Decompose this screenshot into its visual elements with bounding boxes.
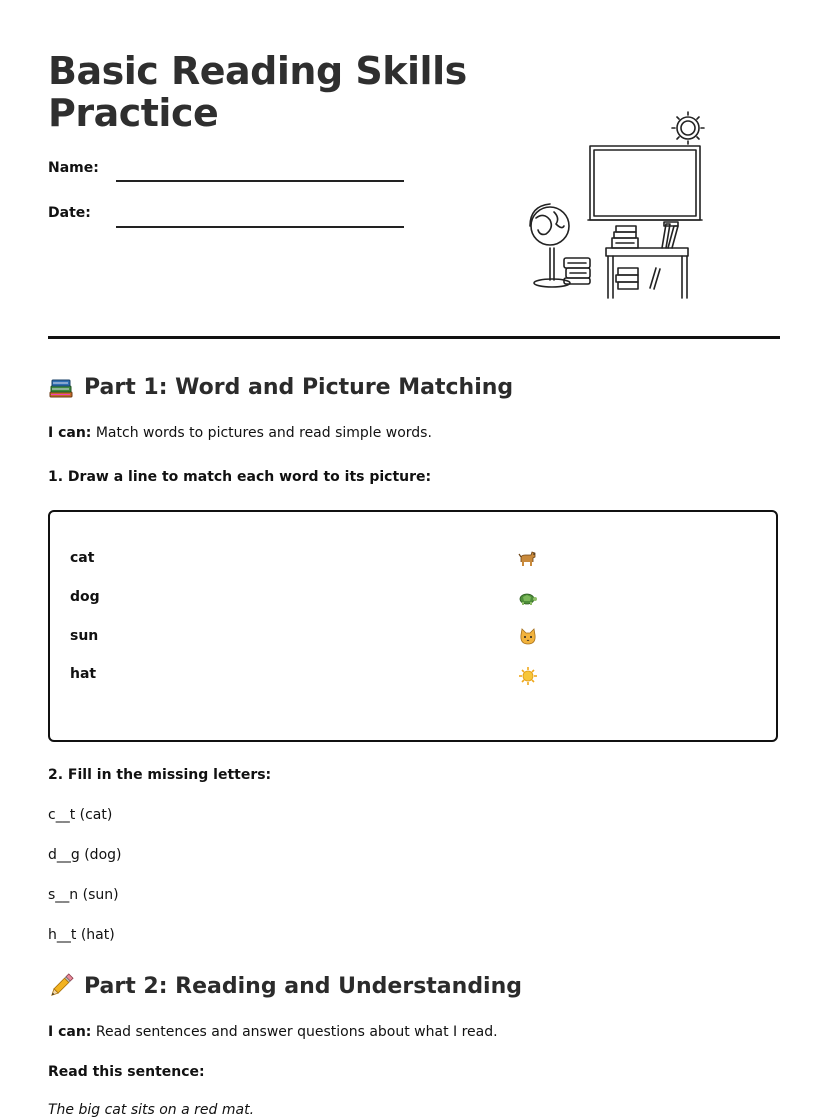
part2-ican-text: Read sentences and answer questions about what I read. [91,1024,498,1040]
name-line[interactable] [116,180,404,182]
part2-heading [48,973,522,999]
match-word-hat[interactable]: hat [70,666,97,682]
fill-item-cat[interactable]: c__t (cat) [48,807,113,823]
part2-ican-label: I can: [48,1024,92,1040]
match-word-dog[interactable]: dog [70,589,100,605]
part2-heading-text: Part 2: Reading and Understanding [84,973,523,999]
pencil-icon [48,973,74,999]
worksheet-title [48,50,468,134]
name-label: Name: [48,160,99,176]
fill-item-dog[interactable]: d__g (dog) [48,847,122,863]
title-line-1: Basic Reading Skills [48,49,467,93]
classroom-illustration [524,108,714,304]
match-word-sun[interactable]: sun [70,628,99,644]
match-word-cat[interactable]: cat [70,550,95,566]
part2-ican [48,1024,498,1040]
reading-sentence: The big cat sits on a red mat. [48,1102,255,1118]
question-2: 2. Fill in the missing letters: [48,767,272,783]
dog-icon[interactable] [518,548,538,568]
header-divider [48,336,780,339]
read-sentence-label: Read this sentence: [48,1064,205,1080]
part1-heading [48,374,513,400]
books-icon [48,374,74,400]
part1-ican-text: Match words to pictures and read simple words. [91,425,432,441]
fill-item-sun[interactable]: s__n (sun) [48,887,119,903]
title-line-2: Practice [48,91,219,135]
question-1: 1. Draw a line to match each word to its picture: [48,469,432,485]
date-label: Date: [48,205,91,221]
fill-item-hat[interactable]: h__t (hat) [48,927,115,943]
part1-ican [48,425,432,441]
date-line[interactable] [116,226,404,228]
cat-face-icon[interactable] [518,627,538,647]
part1-heading-text: Part 1: Word and Picture Matching [84,374,514,400]
turtle-icon[interactable] [518,588,538,608]
matching-box [48,510,778,742]
part1-ican-label: I can: [48,425,92,441]
sun-icon[interactable] [518,666,538,686]
